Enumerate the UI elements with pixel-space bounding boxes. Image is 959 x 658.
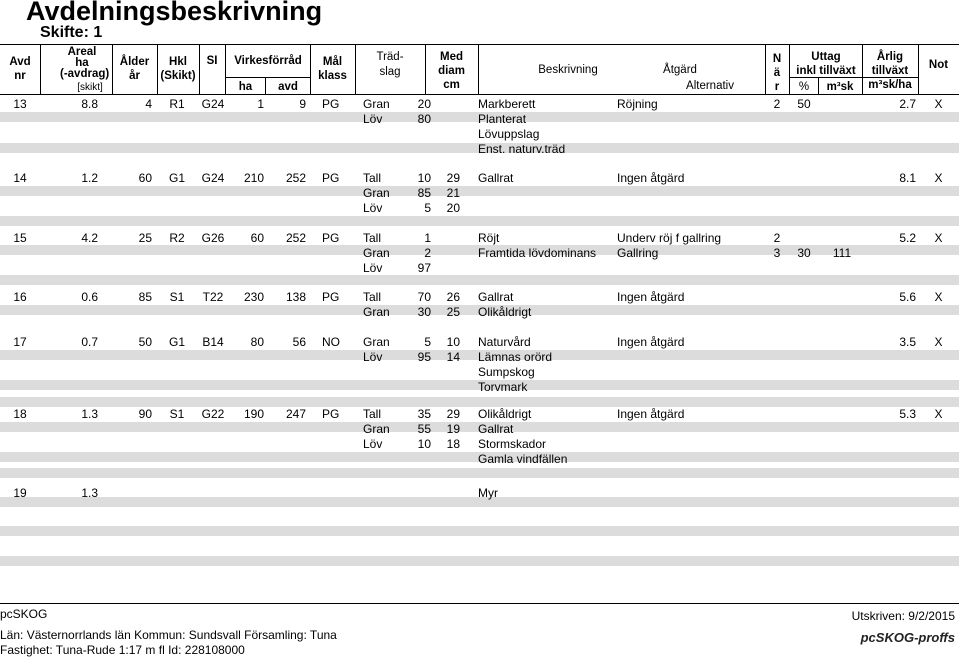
- cell-andel: 5: [424, 335, 431, 349]
- header-uttag: [790, 50, 862, 78]
- header-hkl: [157, 55, 199, 83]
- header-nar-line: r: [774, 81, 780, 93]
- cell-virke-avd: 9: [299, 97, 306, 111]
- row-band: [0, 468, 959, 478]
- cell-tradslag: Gran: [363, 305, 390, 319]
- cell-arlig: 5.2: [899, 231, 916, 245]
- cell-malklass: PG: [322, 290, 340, 304]
- cell-tradslag: Löv: [363, 350, 383, 364]
- cell-diam: 26: [446, 290, 460, 304]
- cell-tradslag: Löv: [363, 112, 383, 126]
- footer-property: Fastighet: Tuna-Rude 1:17 m fl Id: 228108000: [0, 643, 245, 657]
- cell-alder: 4: [145, 97, 152, 111]
- cell-beskrivning: Gamla vindfällen: [478, 452, 568, 466]
- cell-malklass: PG: [322, 171, 340, 185]
- cell-m3sk: 111: [832, 246, 852, 260]
- cell-atgard: Underv röj f gallring: [617, 231, 722, 245]
- cell-beskrivning: Markberett: [478, 97, 536, 111]
- header-tradslag-line: slag: [379, 66, 401, 78]
- cell-malklass: PG: [322, 97, 340, 111]
- header-not-line: Not: [928, 59, 949, 71]
- cell-diam: 21: [446, 186, 460, 200]
- cell-beskrivning: Naturvård: [478, 335, 531, 349]
- cell-andel: 35: [417, 407, 431, 421]
- header-tradslag-line: Träd-: [376, 51, 404, 63]
- header-virke-avd: [266, 81, 310, 93]
- row-band: [0, 216, 959, 226]
- header-areal-skikt: [skikt]: [77, 82, 103, 93]
- cell-andel: 1: [424, 231, 431, 245]
- cell-andel: 55: [417, 422, 431, 436]
- cell-beskrivning: Sumpskog: [478, 365, 535, 379]
- cell-beskrivning: Enst. naturv.träd: [478, 142, 566, 156]
- cell-beskrivning: Lämnas orörd: [478, 350, 553, 364]
- cell-andel: 10: [417, 171, 431, 185]
- cell-diam: 29: [446, 171, 460, 185]
- cell-not: X: [934, 171, 943, 185]
- header-m3skha: [862, 79, 918, 91]
- header-arlig-line: tillväxt: [871, 65, 909, 77]
- cell-tradslag: Löv: [363, 261, 383, 275]
- header-mal-line: klass: [318, 70, 347, 82]
- virke-subline: [226, 77, 310, 78]
- cell-hkl: R1: [169, 97, 185, 111]
- cell-avd: 17: [13, 335, 27, 349]
- header-arlig-line: Årlig: [876, 51, 904, 63]
- header-m3skha-line: m³sk/ha: [868, 79, 912, 91]
- cell-not: X: [934, 97, 943, 111]
- cell-beskrivning: Olikåldrigt: [478, 407, 532, 421]
- cell-andel: 70: [417, 290, 431, 304]
- cell-virke-avd: 138: [285, 290, 306, 304]
- cell-tradslag: Löv: [363, 201, 383, 215]
- cell-si: G24: [201, 171, 225, 185]
- header-virke: [226, 55, 310, 67]
- header-areal: [60, 46, 110, 80]
- cell-andel: 5: [424, 201, 431, 215]
- cell-tradslag: Gran: [363, 186, 390, 200]
- cell-avd: 19: [13, 486, 27, 500]
- cell-nar: 2: [773, 231, 781, 245]
- cell-alder: 85: [138, 290, 152, 304]
- cell-andel: 95: [417, 350, 431, 364]
- header-avd-line: Avd: [9, 56, 31, 68]
- cell-alder: 25: [138, 231, 152, 245]
- header-beskrivning-line: Beskrivning: [538, 64, 598, 76]
- footer-location: Län: Västernorrlands län Kommun: Sundsvall Församling: Tuna: [0, 628, 337, 642]
- cell-not: X: [934, 335, 943, 349]
- header-pct-line: %: [798, 81, 810, 93]
- cell-beskrivning: Torvmark: [478, 380, 528, 394]
- header-atgard-line: Åtgärd: [663, 64, 697, 76]
- cell-atgard: Gallring: [617, 246, 659, 260]
- header-areal-line: ha: [75, 57, 89, 69]
- header-virke-ha: [226, 81, 265, 93]
- cell-areal: 1.2: [81, 171, 98, 185]
- header-med-line: diam: [438, 65, 465, 77]
- cell-si: G26: [201, 231, 225, 245]
- cell-virke-avd: 252: [285, 231, 306, 245]
- cell-avd: 16: [13, 290, 27, 304]
- header-alder-line: år: [129, 70, 140, 82]
- cell-atgard: Ingen åtgärd: [617, 335, 685, 349]
- header-hkl-line: Hkl: [169, 56, 187, 68]
- row-band: [0, 275, 959, 285]
- cell-arlig: 5.6: [899, 290, 916, 304]
- cell-avd: 18: [13, 407, 27, 421]
- cell-diam: 20: [446, 201, 460, 215]
- cell-areal: 0.6: [81, 290, 98, 304]
- cell-tradslag: Tall: [363, 407, 382, 421]
- header-mal: [310, 55, 355, 83]
- cell-tradslag: Tall: [363, 290, 382, 304]
- cell-avd: 14: [13, 171, 27, 185]
- cell-virke-avd: 247: [285, 407, 306, 421]
- cell-atgard: Ingen åtgärd: [617, 407, 685, 421]
- cell-diam: 14: [446, 350, 460, 364]
- cell-virke-ha: 210: [243, 171, 264, 185]
- cell-hkl: S1: [169, 407, 185, 421]
- header-top-line: [0, 44, 959, 45]
- cell-andel: 80: [417, 112, 431, 126]
- cell-virke-avd: 252: [285, 171, 306, 185]
- cell-areal: 4.2: [81, 231, 98, 245]
- cell-virke-avd: 56: [292, 335, 306, 349]
- row-band: [0, 397, 959, 407]
- page-subtitle: Skifte: 1: [40, 24, 103, 41]
- cell-hkl: R2: [169, 231, 185, 245]
- header-si: [199, 55, 225, 67]
- page-title: Avdelningsbeskrivning: [26, 0, 323, 26]
- header-si-line: SI: [206, 55, 218, 67]
- cell-alder: 90: [138, 407, 152, 421]
- cell-arlig: 2.7: [899, 97, 916, 111]
- cell-beskrivning: Framtida lövdominans: [478, 246, 597, 260]
- header-atgard: [600, 64, 760, 76]
- cell-arlig: 3.5: [899, 335, 916, 349]
- row-band: [0, 186, 959, 196]
- cell-si: B14: [202, 335, 224, 349]
- cell-pct: 30: [797, 246, 811, 260]
- cell-diam: 10: [446, 335, 460, 349]
- footer-brand: pcSKOG: [0, 607, 48, 621]
- cell-beskrivning: Olikåldrigt: [478, 305, 532, 319]
- header-med-line: Med: [440, 51, 463, 63]
- cell-malklass: PG: [322, 231, 340, 245]
- cell-avd: 13: [13, 97, 27, 111]
- header-pct: [790, 81, 818, 93]
- row-band: [0, 526, 959, 536]
- cell-not: X: [934, 407, 943, 421]
- cell-alder: 50: [138, 335, 152, 349]
- cell-tradslag: Tall: [363, 171, 382, 185]
- cell-diam: 29: [446, 407, 460, 421]
- footer-brand-logo: pcSKOG-proffs: [860, 630, 955, 645]
- header-uttag-line: Uttag: [811, 51, 841, 63]
- cell-atgard: Röjning: [617, 97, 658, 111]
- header-virke-line: Virkesförråd: [234, 55, 302, 67]
- cell-virke-ha: 190: [243, 407, 264, 421]
- cell-beskrivning: Gallrat: [478, 171, 514, 185]
- cell-tradslag: Gran: [363, 335, 390, 349]
- cell-andel: 85: [417, 186, 431, 200]
- header-arlig: [862, 50, 918, 78]
- cell-beskrivning: Röjt: [478, 231, 500, 245]
- cell-andel: 10: [417, 437, 431, 451]
- cell-tradslag: Tall: [363, 231, 382, 245]
- header-areal-line: (-avdrag): [60, 68, 110, 80]
- cell-si: G24: [201, 97, 225, 111]
- cell-not: X: [934, 231, 943, 245]
- cell-tradslag: Löv: [363, 437, 383, 451]
- cell-virke-ha: 230: [243, 290, 264, 304]
- cell-beskrivning: Lövuppslag: [478, 127, 540, 141]
- header-nar: [765, 52, 789, 94]
- cell-areal: 0.7: [81, 335, 98, 349]
- cell-diam: 25: [446, 305, 460, 319]
- hkl-divider: [199, 45, 200, 94]
- cell-areal: 8.8: [81, 97, 98, 111]
- header-tradslag: [355, 50, 425, 80]
- cell-areal: 1.3: [81, 486, 98, 500]
- cell-arlig: 5.3: [899, 407, 916, 421]
- cell-tradslag: Gran: [363, 97, 390, 111]
- header-alternativ-line: Alternativ: [686, 80, 734, 92]
- cell-beskrivning: Gallrat: [478, 422, 514, 436]
- header-nar-line: ä: [773, 67, 781, 79]
- cell-beskrivning: Stormskador: [478, 437, 547, 451]
- cell-andel: 2: [424, 246, 431, 260]
- cell-hkl: G1: [168, 171, 185, 185]
- header-alder-line: Ålder: [119, 56, 150, 68]
- cell-atgard: Ingen åtgärd: [617, 290, 685, 304]
- header-med-line: cm: [443, 79, 460, 91]
- cell-tradslag: Gran: [363, 246, 390, 260]
- header-avd: [0, 55, 40, 83]
- cell-beskrivning: Gallrat: [478, 290, 514, 304]
- header-mal-line: Mål: [322, 56, 343, 68]
- header-not: [918, 59, 959, 71]
- cell-beskrivning: Myr: [478, 486, 498, 500]
- cell-si: T22: [202, 290, 224, 304]
- header-alder: [112, 55, 157, 83]
- cell-pct: 50: [797, 97, 811, 111]
- cell-beskrivning: Planterat: [478, 112, 527, 126]
- cell-malklass: PG: [322, 407, 340, 421]
- header-hkl-line: (Skikt): [160, 70, 196, 82]
- cell-andel: 30: [417, 305, 431, 319]
- footer-printed-date: Utskriven: 9/2/2015: [851, 609, 955, 623]
- cell-arlig: 8.1: [899, 171, 916, 185]
- header-nar-line: N: [772, 53, 782, 65]
- cell-tradslag: Gran: [363, 422, 390, 436]
- footer-divider: [0, 603, 959, 604]
- cell-areal: 1.3: [81, 407, 98, 421]
- cell-nar: 2: [773, 97, 781, 111]
- cell-malklass: NO: [322, 335, 340, 349]
- cell-virke-ha: 1: [257, 97, 264, 111]
- cell-nar: 3: [773, 246, 781, 260]
- header-virke-ha-line: ha: [238, 81, 253, 93]
- cell-virke-ha: 60: [250, 231, 264, 245]
- cell-diam: 18: [446, 437, 460, 451]
- cell-atgard: Ingen åtgärd: [617, 171, 685, 185]
- cell-virke-ha: 80: [250, 335, 264, 349]
- header-bottom-line: [0, 94, 959, 95]
- cell-hkl: G1: [168, 335, 185, 349]
- header-uttag-line: inkl tillväxt: [796, 65, 856, 77]
- cell-not: X: [934, 290, 943, 304]
- header-avd-line: nr: [14, 70, 26, 82]
- header-m3sk: [818, 81, 862, 93]
- cell-andel: 20: [417, 97, 431, 111]
- cell-diam: 19: [446, 422, 460, 436]
- header-virke-avd-line: avd: [278, 81, 298, 93]
- header-med: [425, 50, 478, 92]
- cell-alder: 60: [138, 171, 152, 185]
- header-areal-line: Areal: [67, 46, 97, 58]
- row-band: [0, 556, 959, 566]
- cell-si: G22: [201, 407, 225, 421]
- cell-hkl: S1: [169, 290, 185, 304]
- cell-andel: 97: [417, 261, 431, 275]
- cell-avd: 15: [13, 231, 27, 245]
- avd-divider: [40, 45, 41, 94]
- header-m3sk-line: m³sk: [826, 81, 854, 93]
